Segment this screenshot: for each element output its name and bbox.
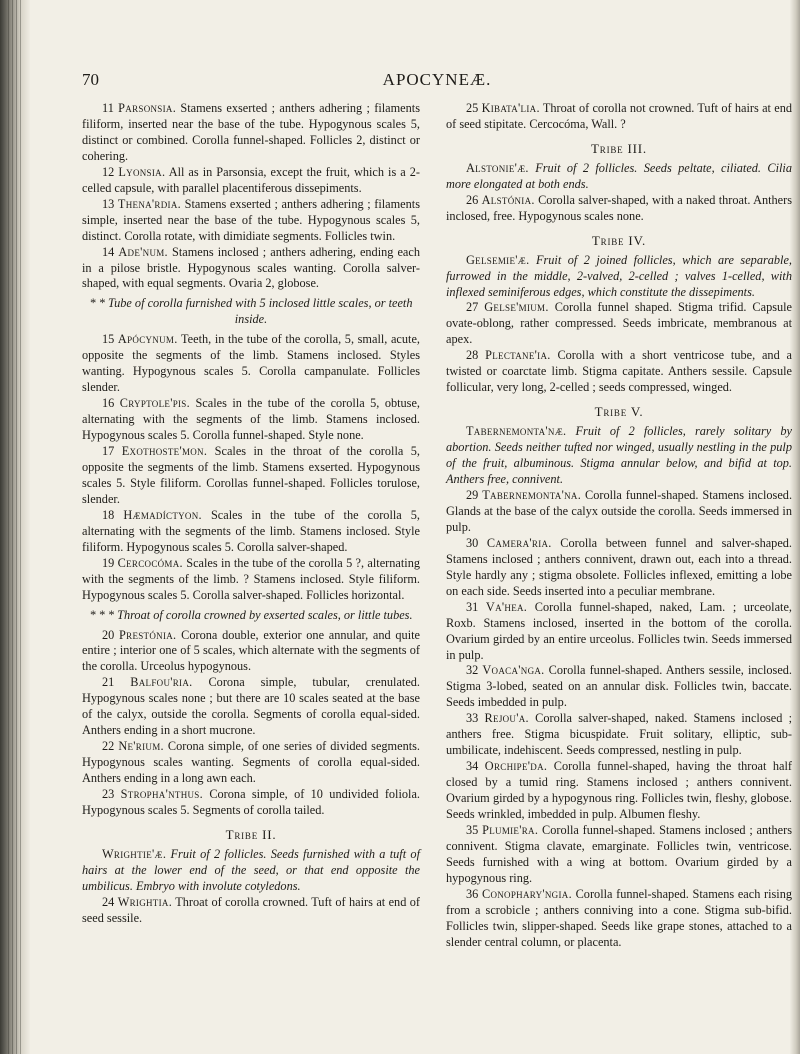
genus-description: Stamens exserted ; anthers adhering ; filaments simple, inserted near the base of the tube. Hypogynous scales 5, distinct. Corolla rotate, with dimidiate segments. Follicles twin. (82, 196, 420, 243)
tribe-description (446, 424, 792, 488)
entry-number: 36 (466, 886, 479, 901)
genus-description: Corolla funnel-shaped. Anthers sessile, inclosed. Stigma 3-lobed, seated on an annular disk. Follicles twin, baccate. Seeds imbedded in pulp. (446, 663, 793, 710)
entry-number: 19 (102, 555, 115, 570)
genus-name: Va'hea. (485, 599, 528, 614)
tribe-characters: Fruit of 2 follicles. Seeds furnished with a tuft of hairs at the lower end of the seed, or that end opposite the umbilicus. Embryo with involute cotyledons. (82, 846, 420, 893)
tribe-heading: Tribe III. (591, 140, 647, 156)
tribe-description (446, 253, 792, 301)
genus-description: Corolla salver-shaped, naked. Stamens inclosed ; anthers free. Stigma bicuspidate. Fruit solitary, elliptic, sub-umbilicate, indehiscent. Seeds compressed, nestling in pulp. (446, 711, 792, 758)
genus-entry (446, 348, 792, 396)
tribe-heading: Tribe II. (225, 826, 277, 842)
genus-name: Orchipe'da. (484, 759, 548, 774)
genus-description: Corona simple, tubular, crenulated. Hypogynous scales none ; but there are 10 scales seated at the base of the calyx, outside the corolla. Segments of corolla equal-sided. Anthers ending in a short mucrone. (82, 675, 421, 738)
entry-number: 21 (102, 675, 115, 690)
genus-entry (446, 823, 792, 887)
genus-description: Corona simple, of one series of divided segments. Hypogynous scales wanting. Segments of corolla equal-sided. Anthers ending in a long awn each. (82, 739, 420, 786)
entry-number: 30 (466, 535, 479, 550)
entry-number: 28 (466, 348, 479, 363)
genus-name: Prestónia. (119, 627, 177, 642)
running-title: APOCYNEÆ. (382, 70, 492, 89)
genus-description: Stamens exserted ; anthers adhering ; filaments filiform, inserted near the base of the tube. Hypogynous scales 5, distinct or combined. Corolla funnel-shaped. Follicles 2, distinct or cohering. (82, 101, 420, 163)
genus-entry (446, 759, 792, 823)
book-binding (0, 0, 30, 1054)
entry-number: 35 (466, 822, 479, 837)
left-column (82, 101, 420, 927)
entry-number: 22 (102, 739, 115, 754)
entry-number: 25 (466, 101, 479, 115)
section-heading: * * * Throat of corolla crowned by exserted scales, or little tubes. (89, 607, 413, 622)
genus-description: Throat of corolla crowned. Tuft of hairs at end of seed sessile. (82, 894, 420, 925)
genus-entry (446, 887, 792, 951)
genus-entry (446, 600, 792, 664)
genus-description: Stamens inclosed ; anthers adhering, ending each in a pilose bristle. Hypogynous scales wanting. Corolla salver-shaped, with equal segments. Ovaria 2, globose. (82, 244, 421, 291)
tribe-characters: Fruit of 2 follicles, rarely solitary by abortion. Seeds neither tufted nor winged, usually nestling in the pulp of the fruit, albuminous. Stigma annular below, and bifid at top. Anthers free, connivent. (446, 424, 792, 487)
tribe-characters: Fruit of 2 follicles. Seeds peltate, ciliated. Cilia more elongated at both ends. (446, 160, 792, 191)
tribe-description (82, 847, 420, 895)
genus-name: Alstónia. (481, 192, 535, 207)
genus-name: Conophary'ngia. (481, 886, 572, 901)
genus-name: Wrightia. (117, 894, 173, 909)
genus-description: Corolla funnel-shaped. Stamens each rising from a scrobicle ; anthers conniving into a cone. Stigma sub-bifid. Follicles twin, slipper-shaped. Seeds like grape stones, attached to a slender central column, or placenta. (446, 886, 793, 949)
page-number: 70 (82, 70, 99, 89)
genus-description: Throat of corolla not crowned. Tuft of hairs at end of seed stipitate. Cercocóma, Wall. ? (446, 101, 792, 131)
entry-number: 27 (466, 300, 479, 315)
genus-entry (446, 193, 792, 225)
entry-number: 18 (102, 507, 115, 522)
tribe-name: Tabernemonta'næ. (466, 424, 567, 439)
genus-name: Gelse'mium. (484, 300, 549, 315)
genus-name: Kibata'lia. (481, 101, 540, 115)
entry-number: 32 (466, 663, 479, 678)
genus-name: Plectane'ia. (485, 348, 551, 363)
entry-number: 24 (102, 894, 115, 909)
tribe-name: Alstonie'æ. (466, 160, 529, 175)
genus-name: Rejou'a. (484, 711, 529, 726)
genus-description: Corolla funnel-shaped, naked, Lam. ; urceolate, Roxb. Stamens inclosed, inserted in the bottom of the corolla. Ovarium girded by an entire urceolus. Follicles twin. Seeds immersed in pulp. (446, 599, 793, 662)
genus-entry (446, 101, 792, 133)
genus-name: Hæmadíctyon. (123, 507, 202, 522)
genus-entry (82, 332, 420, 396)
genus-name: Camera'ria. (486, 535, 552, 550)
genus-entry (82, 675, 420, 739)
genus-name: Tabernemonta'na. (482, 487, 582, 502)
genus-entry (82, 101, 420, 165)
genus-description: Corolla funnel-shaped. Stamens inclosed ; anthers connivent. Stigma clavate, emarginate. Follicles twin, ventricose. Seeds furnished with a wing at bottom. Ovarium girded by a hypogynous ring. (446, 822, 793, 885)
genus-entry (82, 197, 420, 245)
genus-name: Voaca'nga. (482, 663, 545, 678)
genus-name: Exothoste'mon. (121, 444, 208, 459)
genus-entry (82, 444, 420, 508)
entry-number: 12 (102, 164, 115, 179)
genus-entry (446, 663, 792, 711)
genus-name: Stropha'nthus. (120, 787, 203, 802)
genus-name: Ne'rium. (118, 739, 164, 754)
section-heading: * * Tube of corolla furnished with 5 inclosed little scales, or teeth inside. (89, 296, 413, 327)
genus-description: All as in Parsonsia, except the fruit, which is a 2-celled capsule, with parallel placentiferous dissepiments. (82, 164, 420, 195)
genus-description: Corolla salver-shaped, with a naked throat. Anthers inclosed, free. Hypogynous scales none. (446, 192, 793, 223)
genus-entry (82, 508, 420, 556)
tribe-characters: Fruit of 2 joined follicles, which are separable, furrowed in the middle, 2-valved, 2-celled ; valves 1-celled, with inflexed seminiferous edges, which constitute the dissepiments. (446, 252, 793, 299)
entry-number: 17 (102, 444, 115, 459)
right-column (446, 101, 792, 951)
genus-description: Corolla funnel-shaped, having the throat half closed by a tumid ring. Stamens inclosed ; anthers connivent. Ovarium girded by a hypogynous ring. Follicles twin, fleshy, globose. Seeds wrinkled, imbedded in pulp. Albumen fleshy. (446, 759, 793, 822)
genus-description: Scales in the throat of the corolla 5, opposite the segments of the limb. Stamens exserted. Hypogynous scales 5. Style filiform. Corollas funnel-shaped. Follicles torulose, slender. (82, 444, 420, 506)
tribe-name: Gelsemie'æ. (466, 252, 530, 267)
entry-number: 20 (102, 627, 115, 642)
genus-name: Cryptole'pis. (119, 396, 190, 411)
page-header (82, 70, 792, 96)
genus-entry (446, 488, 792, 536)
genus-description: Corolla funnel-shaped. Stamens inclosed. Glands at the base of the calyx outside the corolla. Seeds immersed in pulp. (446, 487, 793, 534)
genus-entry (82, 628, 420, 676)
genus-entry (446, 300, 792, 348)
entry-number: 34 (466, 759, 479, 774)
genus-entry (446, 536, 792, 600)
genus-entry (446, 711, 792, 759)
genus-entry (82, 787, 420, 819)
entry-number: 33 (466, 711, 479, 726)
genus-entry (82, 895, 420, 927)
genus-name: Apócynum. (117, 332, 178, 347)
entry-number: 16 (102, 396, 115, 411)
genus-name: Lyonsia. (118, 164, 166, 179)
genus-description: Corolla with a short ventricose tube, and a twisted or coarctate limb. Stigma capitate. Anthers sessile. Capsule follicular, very long, 2-celled ; seeds compressed, winged. (446, 348, 792, 395)
genus-name: Ade'num. (118, 244, 168, 259)
genus-name: Parsonsia. (118, 101, 177, 115)
genus-name: Plumie'ra. (482, 822, 539, 837)
genus-entry (82, 165, 420, 197)
entry-number: 31 (466, 599, 479, 614)
genus-name: Balfou'ria. (130, 675, 193, 690)
entry-number: 13 (102, 196, 115, 211)
entry-number: 15 (102, 332, 115, 347)
genus-name: Cercocóma. (117, 555, 183, 570)
genus-description: Corolla funnel shaped. Stigma trifid. Capsule ovate-oblong, rather compressed. Seeds imbricate, membranous at apex. (446, 300, 793, 347)
genus-description: Corolla between funnel and salver-shaped. Stamens inclosed ; anthers connivent, drawn out, each into a thread. Style hardly any ; stigma obsolete. Follicles inflexed, emitting a lobe on each side. Seeds inserted into a peculiar membrane. (446, 535, 792, 598)
entry-number: 14 (102, 244, 115, 259)
genus-description: Corona double, exterior one annular, and quite entire ; interior one of 5 scales, which alternate with the segments of the corolla. Urceolus hypogynous. (82, 627, 420, 674)
genus-description: Teeth, in the tube of the corolla, 5, small, acute, opposite the segments of the limb. Stamens inclosed. Styles wanting. Hypogynous scales 5. Corolla campanulate. Follicles slender. (82, 332, 420, 395)
genus-description: Scales in the tube of the corolla 5 ?, alternating with the segments of the limb. ? Stamens inclosed. Style filiform. Hypogynous scales 5. Corolla salver-shaped. Follicles horizontal. (82, 555, 420, 602)
entry-number: 26 (466, 192, 479, 207)
genus-entry (82, 396, 420, 444)
genus-entry (82, 556, 420, 604)
tribe-description (446, 161, 792, 193)
genus-name: Thena'rdia. (117, 196, 182, 211)
entry-number: 29 (466, 487, 479, 502)
tribe-heading: Tribe V. (594, 404, 644, 420)
tribe-heading: Tribe IV. (591, 232, 647, 248)
entry-number: 23 (102, 787, 115, 802)
genus-entry (82, 245, 420, 293)
genus-description: Scales in the tube of the corolla 5, obtuse, alternating with the segments of the limb. Stamens inclosed. Hypogynous scales 5. Corolla funnel-shaped. Style none. (82, 396, 421, 443)
entry-number: 11 (102, 101, 114, 115)
genus-description: Corona simple, of 10 undivided foliola. Hypogynous scales 5. Segments of corolla tailed. (82, 787, 420, 817)
genus-description: Scales in the tube of the corolla 5, alternating with the segments of the limb. Stamens inclosed. Style filiform. Hypogynous scales 5. Corolla salver-shaped. (82, 507, 421, 554)
genus-entry (82, 739, 420, 787)
tribe-name: Wrightie'æ. (102, 846, 167, 861)
binding-stitching (8, 0, 24, 1054)
